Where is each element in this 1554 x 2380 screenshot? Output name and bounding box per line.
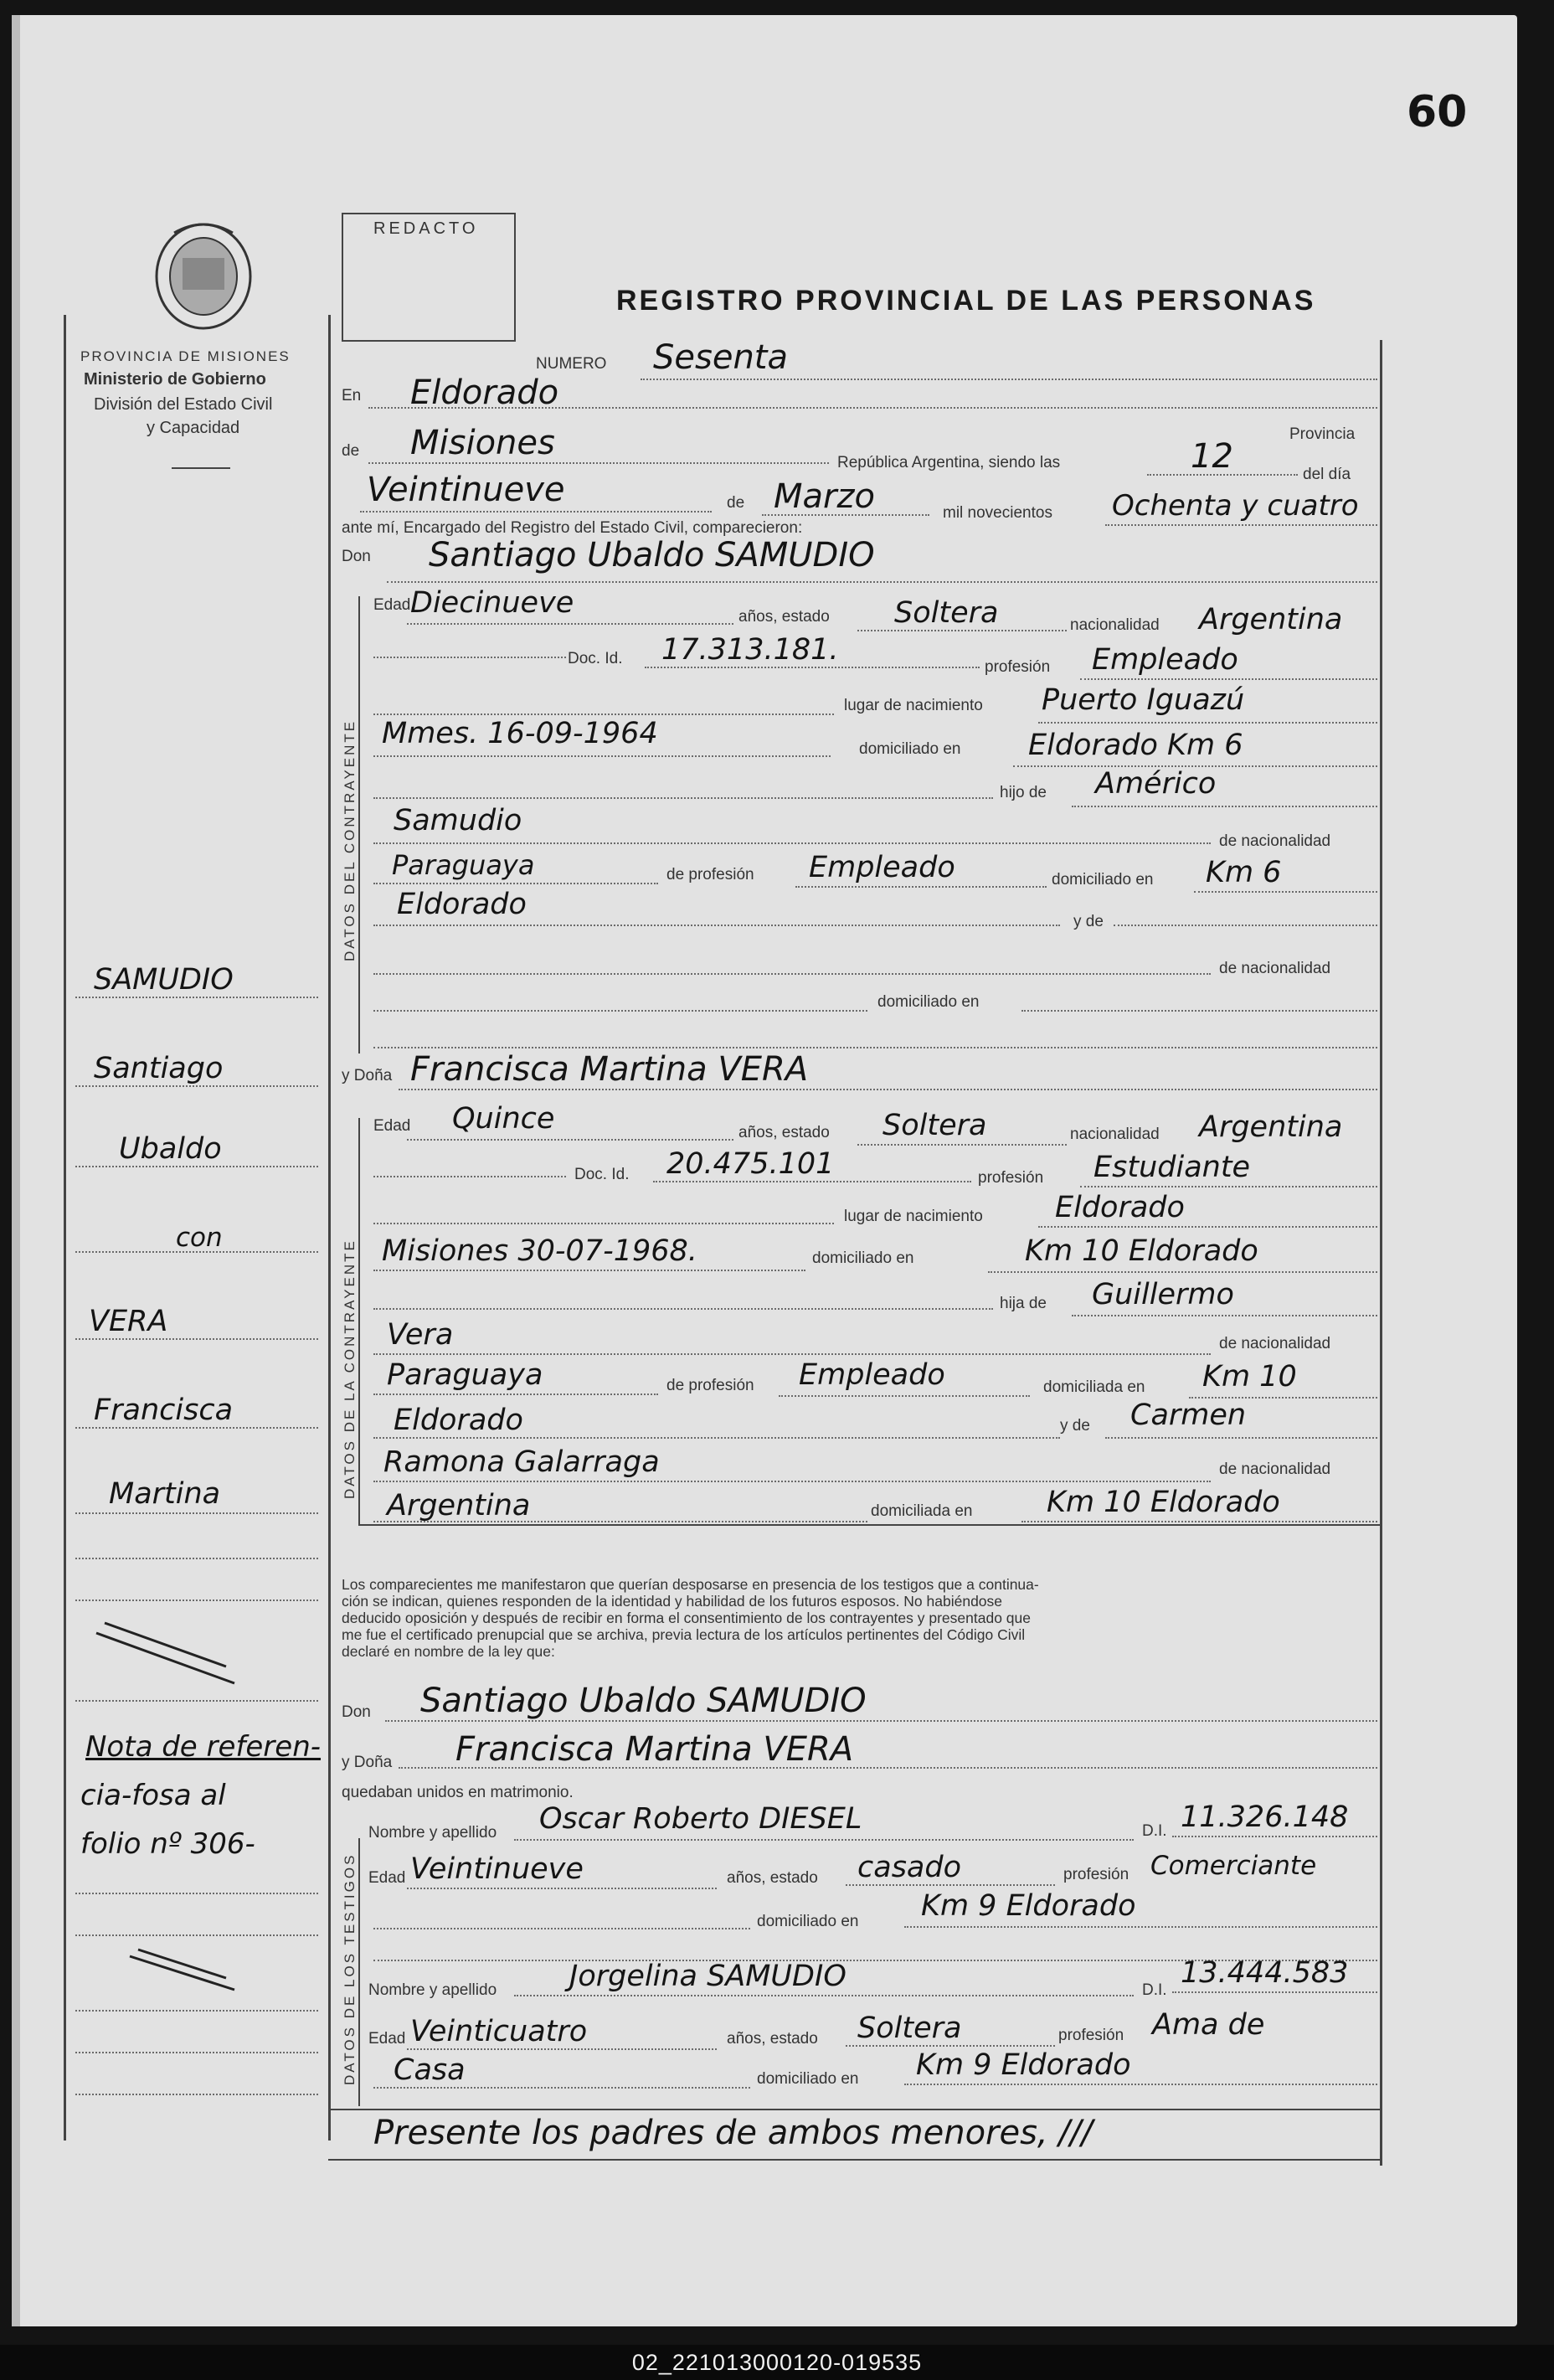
margin-note-con: con (176, 1223, 223, 1253)
bride-address: Km 10 Eldorado (1025, 1234, 1258, 1268)
witness1-profesion-label: profesión (1063, 1866, 1129, 1883)
bride-father-address2: Eldorado (394, 1404, 523, 1437)
groom-mother-dom-label: domiciliado en (877, 993, 980, 1011)
right-border (1380, 340, 1382, 2166)
groom-birthplace: Puerto Iguazú (1042, 683, 1245, 717)
groom-father-dom-label: domiciliado en (1052, 871, 1154, 889)
de-label: de (342, 442, 360, 460)
field-line (1038, 722, 1377, 724)
groom-profesion-label: profesión (985, 658, 1051, 676)
province: Misiones (410, 424, 555, 462)
union-groom: Santiago Ubaldo SAMUDIO (420, 1682, 867, 1720)
margin-rule (75, 2052, 318, 2053)
margin-note-bride-name1: Francisca (94, 1393, 234, 1427)
bride-civil-status: Soltera (882, 1109, 987, 1142)
margin-rule (75, 1338, 318, 1340)
witness1-name: Oscar Roberto DIESEL (539, 1802, 862, 1836)
mil-novecientos-label: mil novecientos (943, 504, 1052, 522)
witness1-estado-label: años, estado (727, 1869, 818, 1887)
field-line (373, 2087, 750, 2089)
division-label: División del Estado Civil (94, 395, 273, 414)
ante-mi-label: ante mí, Encargado del Registro del Estado Civil, comparecieron: (342, 519, 803, 537)
declaration-line-3: deducido oposición y después de recibir en forma el consentimiento de los contrayentes y presentado que (342, 1610, 1032, 1626)
republica-label: República Argentina, siendo las (837, 454, 1061, 471)
bride-mother-address: Km 10 Eldorado (1047, 1486, 1280, 1519)
groom-estado-label: años, estado (738, 608, 830, 626)
witness2-civil-status: Soltera (857, 2012, 962, 2045)
field-line (846, 1884, 1055, 1886)
day: Veintinueve (367, 471, 565, 509)
groom-birth-date: Mmes. 16-09-1964 (382, 717, 658, 750)
page-number: 60 (1407, 87, 1468, 137)
bride-nationality: Argentina (1199, 1110, 1343, 1144)
header-divider (172, 467, 230, 469)
union-don-label: Don (342, 1703, 371, 1721)
y-dona-label: y Doña (342, 1067, 393, 1084)
del-dia-label: del día (1303, 466, 1351, 483)
groom-hijo-label: hijo de (1000, 784, 1047, 801)
field-line (373, 1353, 1211, 1355)
bride-father-profession: Empleado (799, 1358, 945, 1392)
bride-father: Guillermo (1092, 1278, 1234, 1311)
bride-father-surname: Vera (387, 1318, 454, 1352)
margin-note-bride-name2: Martina (109, 1477, 221, 1511)
field-line (373, 755, 831, 757)
groom-name: Santiago Ubaldo SAMUDIO (429, 536, 875, 574)
closing-bottom-line (328, 2159, 1382, 2161)
groom-nacionalidad-label: nacionalidad (1070, 616, 1160, 634)
field-line (1105, 1437, 1377, 1439)
field-line (514, 1995, 1134, 1996)
bride-father-address: Km 10 (1202, 1360, 1297, 1393)
bride-doc-label: Doc. Id. (574, 1166, 630, 1183)
witness2-profession-cont: Casa (394, 2053, 466, 2087)
reference-note-line2: cia-fosa al (80, 1779, 226, 1812)
groom-father-address2: Eldorado (397, 888, 527, 921)
section2-left-border (358, 1118, 360, 1524)
witness2-id: 13.444.583 (1181, 1956, 1349, 1990)
section3-left-border (358, 1838, 360, 2106)
bride-birthplace-label: lugar de nacimiento (844, 1208, 983, 1225)
bride-mother-nat-label: de nacionalidad (1219, 1460, 1331, 1478)
field-line (373, 1393, 658, 1395)
groom-edad-label: Edad (373, 596, 411, 614)
witness2-profesion-label: profesión (1058, 2027, 1124, 2044)
witness2-edad-label: Edad (368, 2030, 406, 2048)
witness2-estado-label: años, estado (727, 2030, 818, 2048)
field-line (1021, 1521, 1377, 1522)
groom-nationality: Argentina (1199, 603, 1343, 636)
bride-age: Quince (452, 1102, 555, 1136)
en-label: En (342, 387, 362, 404)
witness2-di-label: D.I. (1142, 1981, 1167, 1999)
field-line (1172, 1991, 1377, 1993)
margin-rule (75, 1934, 318, 1936)
field-line (373, 842, 1211, 844)
bride-domicilio-label: domiciliado en (812, 1249, 914, 1267)
field-line (373, 1270, 805, 1271)
margin-rule (75, 1893, 318, 1894)
act-number: Sesenta (653, 338, 788, 377)
margin-rule (75, 1427, 318, 1429)
year: Ochenta y cuatro (1112, 489, 1359, 523)
bride-profession: Estudiante (1093, 1151, 1251, 1184)
groom-mother-nat-label: de nacionalidad (1219, 960, 1331, 977)
witness2-profession: Ama de (1152, 2008, 1265, 2042)
page-binding-edge (12, 15, 20, 2326)
field-line (385, 1720, 1377, 1722)
bride-y-de-label: y de (1060, 1417, 1090, 1435)
bride-hija-label: hija de (1000, 1295, 1047, 1312)
bride-birth-date: Misiones 30-07-1968. (382, 1234, 697, 1268)
witness-section-bottom (328, 2109, 1382, 2110)
margin-rule (75, 1085, 318, 1087)
groom-father-nationality: Paraguaya (392, 849, 535, 881)
field-line (373, 883, 658, 884)
field-line (1194, 891, 1377, 893)
witness1-age: Veintinueve (410, 1852, 584, 1886)
field-line (846, 2045, 1055, 2047)
witness1-edad-label: Edad (368, 1869, 406, 1887)
field-line (1080, 678, 1377, 680)
file-name: 02_221013000120-019535 (631, 2350, 923, 2375)
redacto-label: REDACTO (373, 219, 479, 238)
witness1-civil-status: casado (857, 1851, 962, 1884)
witness2-nombre-label: Nombre y apellido (368, 1981, 497, 1999)
province-label: PROVINCIA DE MISIONES (80, 348, 291, 364)
field-line (373, 1521, 867, 1522)
field-line (368, 462, 829, 464)
quedaban-label: quedaban unidos en matrimonio. (342, 1784, 574, 1801)
groom-father-nat-label: de nacionalidad (1219, 832, 1331, 850)
field-line (904, 2084, 1377, 2085)
field-line (988, 1271, 1377, 1273)
side-label-bride: DATOS DE LA CONTRAYENTE (342, 1239, 358, 1499)
margin-rule (75, 1700, 318, 1702)
field-line (645, 667, 980, 668)
witness2-age: Veinticuatro (410, 2015, 588, 2048)
field-line (373, 925, 1060, 926)
ministry-label: Ministerio de Gobierno (84, 370, 266, 389)
reference-note-line3: folio nº 306- (80, 1827, 255, 1861)
groom-father-address: Km 6 (1206, 856, 1282, 889)
groom-y-de-label: y de (1073, 913, 1104, 930)
field-line (1080, 1186, 1377, 1187)
bride-mother: Carmen (1130, 1399, 1247, 1432)
bride-profesion-label: profesión (978, 1169, 1044, 1187)
declaration-line-4: me fue el certificado prenupcial que se archiva, previa lectura de los artículos pertinentes del Código Civil (342, 1626, 1026, 1643)
groom-profession: Empleado (1092, 643, 1238, 677)
witness1-nombre-label: Nombre y apellido (368, 1824, 497, 1842)
field-line (407, 1888, 717, 1889)
groom-father-profession: Empleado (809, 851, 955, 884)
bride-estado-label: años, estado (738, 1124, 830, 1141)
month: Marzo (774, 477, 875, 516)
bride-birthplace: Eldorado (1055, 1191, 1185, 1224)
margin-rule (75, 1512, 318, 1514)
field-line (857, 630, 1067, 631)
groom-age: Diecinueve (410, 586, 574, 620)
field-line (399, 1089, 1377, 1090)
field-line (407, 2048, 717, 2050)
bride-document: 20.475.101 (666, 1147, 835, 1181)
section2-bottom-border (358, 1524, 1382, 1526)
margin-rule (75, 1600, 318, 1601)
margin-note-name2: Ubaldo (119, 1132, 222, 1166)
declaration-line-5: declaré en nombre de la ley que: (342, 1643, 555, 1660)
union-bride: Francisca Martina VERA (455, 1730, 854, 1769)
bride-father-nationality: Paraguaya (387, 1358, 543, 1392)
field-line (1072, 1315, 1377, 1316)
groom-civil-status: Soltera (894, 596, 999, 630)
field-line (1172, 1836, 1377, 1837)
field-line (387, 581, 1377, 583)
margin-rule (75, 2010, 318, 2012)
witness2-domicilio-label: domiciliado en (757, 2070, 859, 2088)
groom-doc-label: Doc. Id. (568, 650, 623, 667)
provincia-label: Provincia (1289, 425, 1356, 443)
margin-rule (75, 2094, 318, 2095)
margin-column-border (328, 315, 331, 2140)
field-line (360, 511, 712, 513)
hour: 12 (1191, 437, 1233, 476)
field-line (373, 713, 834, 715)
union-dona-label: y Doña (342, 1754, 393, 1771)
side-label-witnesses: DATOS DE LOS TESTIGOS (342, 1852, 358, 2085)
groom-father-prof-label: de profesión (666, 866, 754, 883)
field-line (373, 1176, 566, 1177)
margin-rule (75, 1166, 318, 1167)
capacity-label: y Capacidad (147, 419, 240, 437)
margin-strike-mark-2 (126, 1948, 243, 1998)
bride-name: Francisca Martina VERA (410, 1050, 809, 1089)
closing-note: Presente los padres de ambos menores, /// (373, 2114, 1093, 2152)
register-title: REGISTRO PROVINCIAL DE LAS PERSONAS (616, 285, 1316, 317)
witness1-profession: Comerciante (1150, 1851, 1317, 1881)
field-line (779, 1395, 1030, 1397)
field-line (407, 623, 733, 625)
witness2-address: Km 9 Eldorado (916, 2048, 1131, 2082)
de-month-label: de (727, 494, 745, 512)
margin-note-bride-surname: VERA (89, 1305, 168, 1338)
field-line (373, 797, 993, 799)
margin-rule (75, 997, 318, 998)
margin-note-name1: Santiago (94, 1052, 224, 1085)
field-line (373, 657, 566, 658)
bride-mother-nationality: Argentina (387, 1489, 531, 1522)
field-line (1021, 1010, 1377, 1012)
declaration-line-2: ción se indican, quienes responden de la identidad y habilidad de los futuros esposos. No habiéndose (342, 1593, 1003, 1610)
margin-strike-mark-1 (92, 1616, 243, 1692)
field-line (1105, 524, 1377, 526)
bride-nacionalidad-label: nacionalidad (1070, 1126, 1160, 1143)
provincial-seal-icon (149, 216, 258, 333)
field-line (857, 1144, 1067, 1146)
groom-document: 17.313.181. (661, 633, 839, 667)
field-line (641, 379, 1377, 380)
bride-mother-dom-label: domiciliada en (871, 1502, 973, 1520)
groom-domicilio-label: domiciliado en (859, 740, 961, 758)
side-label-groom: DATOS DEL CONTRAYENTE (342, 719, 358, 961)
field-line (407, 1139, 733, 1141)
don-label: Don (342, 548, 371, 565)
field-line (368, 407, 1377, 409)
field-line (795, 886, 1047, 888)
field-line (904, 1926, 1377, 1928)
field-line (399, 1767, 1377, 1769)
witness1-id: 11.326.148 (1181, 1800, 1349, 1834)
witness1-di-label: D.I. (1142, 1822, 1167, 1840)
witness1-domicilio-label: domiciliado en (757, 1913, 859, 1930)
witness2-name: Jorgelina SAMUDIO (569, 1960, 846, 1993)
field-line (653, 1181, 971, 1182)
groom-address: Eldorado Km 6 (1028, 729, 1243, 762)
groom-father: Américo (1095, 767, 1217, 801)
field-line (373, 1010, 867, 1012)
field-line (373, 1047, 1377, 1048)
witness1-address: Km 9 Eldorado (921, 1889, 1136, 1923)
bride-father-dom-label: domiciliada en (1043, 1378, 1145, 1396)
field-line (373, 1308, 993, 1310)
bride-father-nat-label: de nacionalidad (1219, 1335, 1331, 1352)
declaration-line-1: Los comparecientes me manifestaron que querían desposarse en presencia de los testigos que a continua- (342, 1576, 1039, 1593)
left-margin-border (64, 315, 66, 2140)
margin-rule (75, 1251, 318, 1253)
place: Eldorado (410, 373, 559, 412)
groom-father-surname: Samudio (394, 804, 522, 837)
field-line (514, 1839, 1134, 1841)
field-line (1147, 474, 1298, 476)
bride-mother-surname: Ramona Galarraga (383, 1445, 660, 1479)
field-line (1114, 925, 1377, 926)
field-line (762, 514, 929, 516)
margin-note-surname: SAMUDIO (94, 963, 234, 997)
bride-father-prof-label: de profesión (666, 1377, 754, 1394)
section1-left-border (358, 596, 360, 1053)
bride-edad-label: Edad (373, 1117, 411, 1135)
groom-birthplace-label: lugar de nacimiento (844, 697, 983, 714)
reference-note-line1: Nota de referen- (85, 1730, 322, 1764)
field-line (373, 1437, 1060, 1439)
field-line (373, 1481, 1211, 1482)
margin-rule (75, 1558, 318, 1559)
field-line (373, 1928, 750, 1929)
field-line (373, 973, 1211, 975)
field-line (373, 1223, 834, 1224)
field-line (1072, 806, 1377, 807)
field-line (1038, 1226, 1377, 1228)
numero-label: NUMERO (536, 355, 607, 373)
